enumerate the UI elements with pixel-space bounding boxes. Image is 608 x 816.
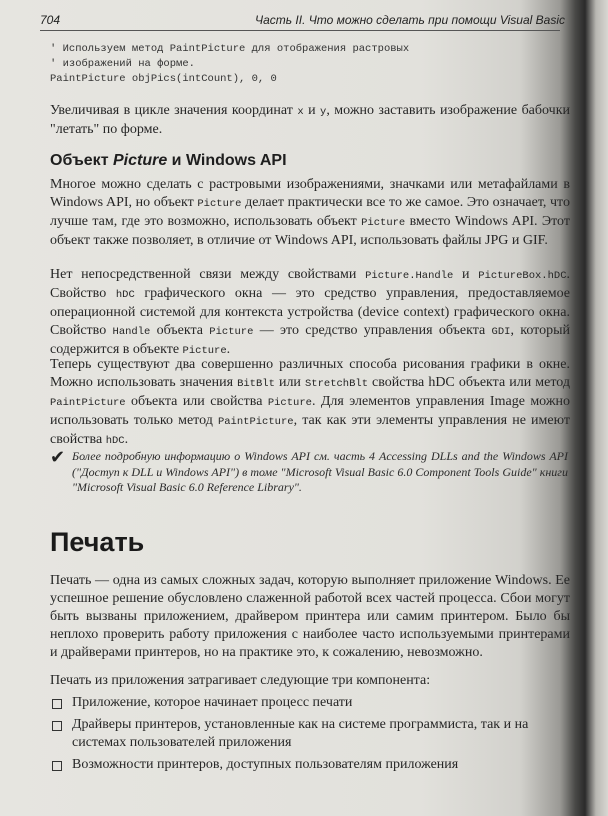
text: . Для элементов управления Image можно использовать только метод [50,394,570,428]
list-item [50,756,570,774]
paragraph: Печать — одна из самых сложных задач, которую выполняет приложение Windows. Ее успешное решение обусловлено слаженной работой всех частей процесса. Сбои могут быть вызваны приложением, драйвером принтера или самим принтером. Было бы неплохо проверить работу приложения с наиболее часто используемыми принтерами и драйверами принтеров, но на практике это, к сожалению, невозможно. [50,573,570,660]
inline-code: PictureBox.hDC [478,270,567,282]
inline-code: GDI [491,326,511,338]
page-header [40,10,566,31]
inline-code: PaintPicture [217,416,294,428]
inline-code: Picture [197,198,242,210]
text: объекта или свойства [125,394,268,409]
inline-code: BitBlt [237,378,275,390]
note-text: Более подробную информацию о Windows API см. часть 4 Accessing DLLs and the Windows API ("Доступ к DLL и Windows API") в томе "Microsoft Visual Basic 6.0 Component Tools Guide" книги "Microsoft Visual Basic 6.0 Reference Library". [72,449,568,494]
running-title: Часть II. Что можно сделать при помощи Visual Basic [255,13,566,27]
text: или [274,375,305,390]
text: и [303,103,321,118]
text: Теперь существуют два совершенно различных способа рисования графики в окне. Можно использовать значения [50,357,570,390]
inline-code: x [297,106,304,118]
inline-code: Picture [267,397,312,409]
text: и [453,267,479,282]
text: Нет непосредственной связи между свойствами [50,267,366,282]
text: графического окна — это средство управления, предоставляемое операционной системой для контекста устройства (device context) графического окна. Свойство [50,286,570,338]
paragraph [50,356,570,450]
text: Picture [112,152,168,169]
list-item-text: Приложение, которое начинает процесс печати [72,695,353,710]
checkbox-bullet-icon [52,761,62,771]
text: вместо Windows API. Этот объект также позволяет, в отличие от Windows API, использовать файлы JPG и GIF. [50,214,570,248]
list-item-text: Возможности принтеров, доступных пользователям приложения [72,757,459,772]
text: делает практически все то же самое. Это означает, что лучше там, где это возможно, использовать объект [50,195,570,229]
inline-code: hDC [115,289,135,301]
text: — это средство управления объекта [253,323,492,338]
inline-code: Picture [209,326,254,338]
paragraph [50,176,570,250]
text: Увеличивая в цикле значения координат [50,103,298,118]
paragraph [50,266,570,360]
section-heading [50,152,287,170]
code-line: ' Используем метод PaintPicture для отображения растровых [50,43,410,55]
text: . Свойство [50,267,570,301]
code-block [50,42,409,87]
inline-code: StretchBlt [304,378,368,390]
text: Объект [50,152,113,169]
inline-code: Handle [112,326,151,338]
code-line: PaintPicture objPics(intCount), 0, 0 [50,73,277,85]
inline-code: Picture [361,217,406,229]
list-item [50,694,570,712]
paragraph: Печать из приложения затрагивает следующие три компонента: [50,673,431,688]
chapter-heading: Печать [50,527,145,557]
text: . [226,342,231,357]
code-line: ' изображений на форме. [50,58,195,70]
checkbox-bullet-icon [52,721,62,731]
inline-code: PaintPicture [50,397,126,409]
inline-code: Picture [182,345,227,357]
text: . [124,432,129,447]
text: объекта [150,323,210,338]
paragraph [50,102,570,139]
inline-code: y [320,106,327,118]
list-item [50,716,570,752]
list-item-text: Драйверы принтеров, установленные как на системе программиста, так и на системах пользователей приложения [72,717,529,750]
text: свойства hDC объекта или метод [368,375,570,390]
text: , так как эти элементы управления не имеют свойства [50,413,570,447]
checkbox-bullet-icon [52,699,62,709]
text: и Windows API [167,152,287,169]
text: , можно заставить изображение бабочки "летать" по форме. [50,103,570,137]
checkmark-icon: ✔ [50,447,66,467]
text: Многое можно сделать с растровыми изображениями, значками или метафайлами в Windows API, но объект [50,177,570,210]
text: , который содержится в объекте [50,323,570,357]
page-number: 704 [40,13,61,27]
bullet-list [50,694,570,778]
inline-code: Picture.Handle [365,270,454,282]
inline-code: hDC [105,435,125,447]
